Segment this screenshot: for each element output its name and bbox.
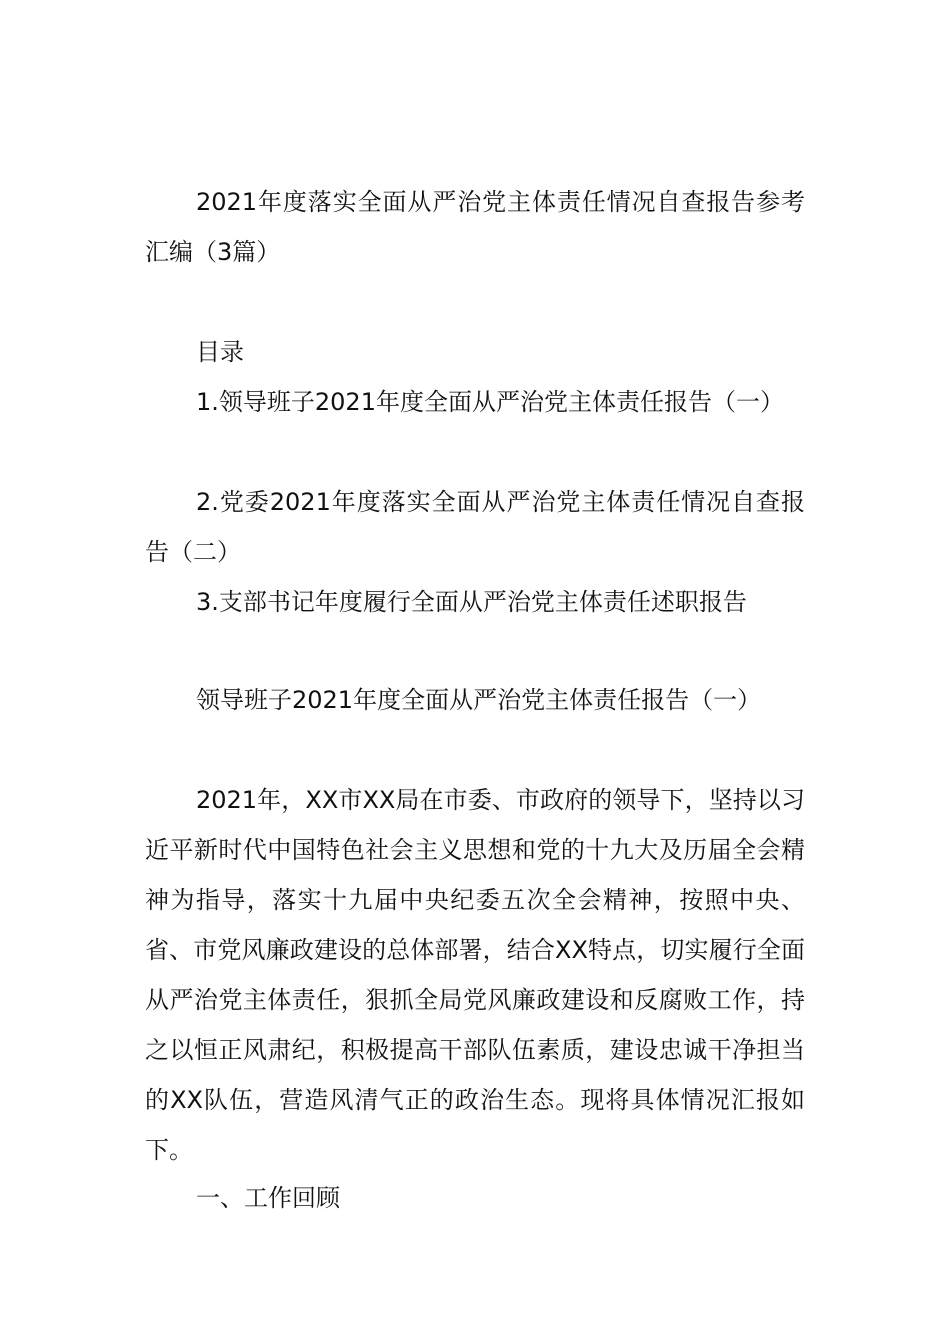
- toc-heading: 目录: [196, 338, 244, 366]
- document-title: 2021年度落实全面从严治党主体责任情况自查报告参考汇编（3篇）: [145, 188, 805, 266]
- body-paragraph: 2021年，XX市XX局在市委、市政府的领导下，坚持以习近平新时代中国特色社会主义思想和党的十九大及历届全会精神为指导，落实十九届中央纪委五次全会精神，按照中央、省、市党风廉政建设的总体部署，结合XX特点，切实履行全面从严治党主体责任，狠抓全局党风廉政建设和反腐败工作，持之以恒正风肃纪，积极提高干部队伍素质，建设忠诚干净担当的XX队伍，营造风清气正的政治生态。现将具体情况汇报如下。: [145, 786, 805, 1164]
- toc-item-2: 2.党委2021年度落实全面从严治党主体责任情况自查报告（二）: [145, 488, 805, 566]
- toc-item-1: 1.领导班子2021年度全面从严治党主体责任报告（一）: [196, 388, 784, 416]
- section-heading: 一、工作回顾: [196, 1184, 340, 1212]
- toc-item-3: 3.支部书记年度履行全面从严治党主体责任述职报告: [196, 588, 747, 616]
- section-title: 领导班子2021年度全面从严治党主体责任报告（一）: [196, 686, 762, 714]
